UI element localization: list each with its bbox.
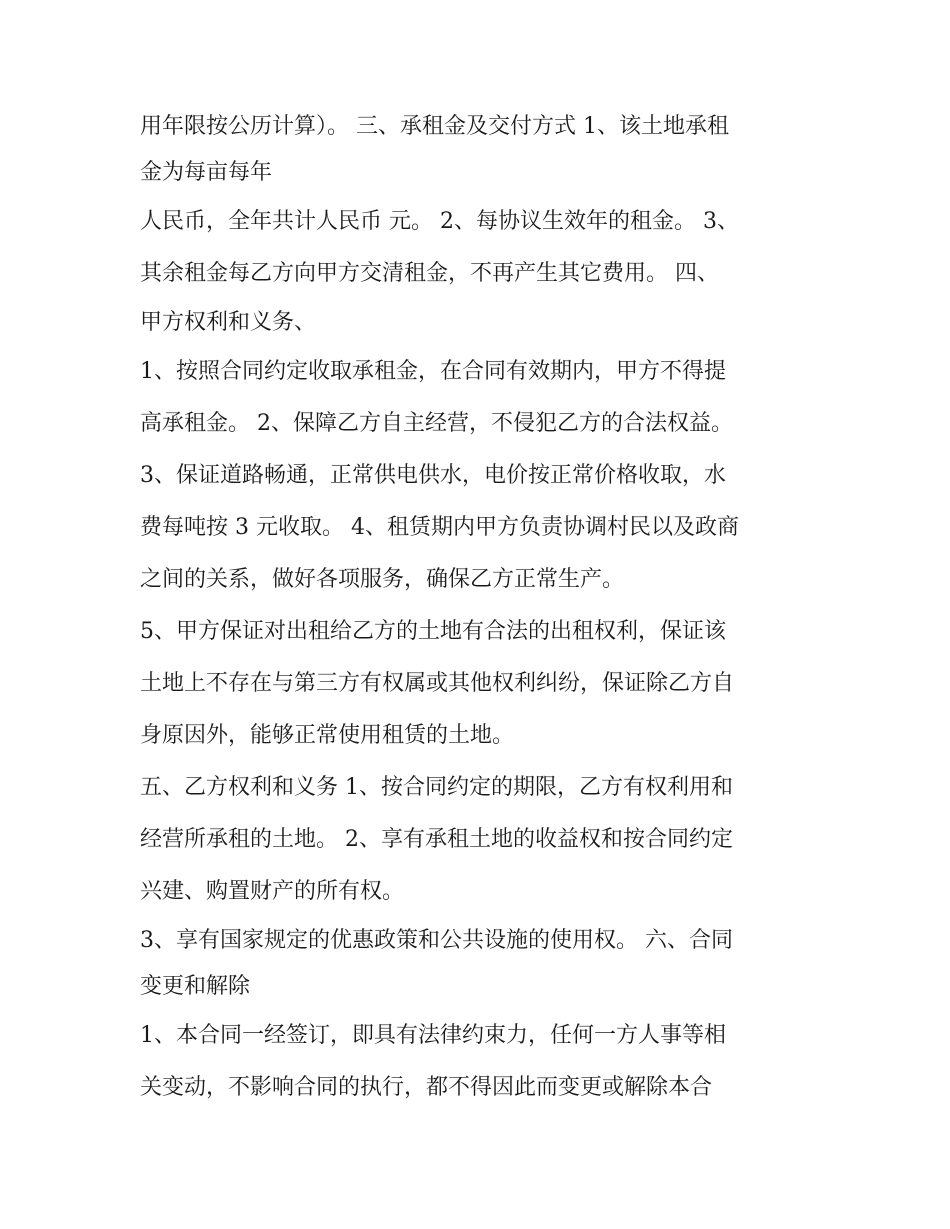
text-line: 经营所承租的土地。 2、享有承租土地的收益权和按合同约定 [140, 827, 733, 852]
text-line: 甲方权利和义务、 [140, 310, 317, 335]
document-body [140, 104, 820, 1114]
text-line: 用年限按公历计算）。 三、承租金及交付方式 1、该土地承租 [140, 114, 729, 139]
text-line: 1、按照合同约定收取承租金，在合同有效期内，甲方不得提 [140, 359, 726, 384]
text-line: 身原因外，能够正常使用租赁的土地。 [140, 723, 515, 748]
text-line: 1、本合同一经签订，即具有法律约束力，任何一方人事等相 [140, 1023, 726, 1048]
text-line: 3、保证道路畅通，正常供电供水，电价按正常价格收取，水 [140, 463, 726, 488]
text-line: 关变动，不影响合同的执行，都不得因此而变更或解除本合 [140, 1075, 713, 1100]
text-line: 人民币，全年共计人民币 元。 2、每协议生效年的租金。 3、 [140, 209, 739, 234]
text-line: 费每吨按 3 元收取。 4、租赁期内甲方负责协调村民以及政商 [140, 515, 739, 540]
text-line: 3、享有国家规定的优惠政策和公共设施的使用权。 六、合同 [140, 928, 733, 953]
text-line: 金为每亩每年 [140, 160, 273, 185]
text-line: 其余租金每乙方向甲方交清租金，不再产生其它费用。 四、 [140, 261, 719, 286]
text-line: 5、甲方保证对出租给乙方的土地有合法的出租权利，保证该 [140, 619, 726, 644]
text-line: 变更和解除 [140, 974, 251, 999]
text-line: 高承租金。 2、保障乙方自主经营，不侵犯乙方的合法权益。 [140, 411, 733, 436]
text-line: 五、乙方权利和义务 1、按合同约定的期限，乙方有权利用和 [140, 775, 733, 800]
text-line: 土地上不存在与第三方有权属或其他权利纠纷，保证除乙方自 [140, 671, 735, 696]
text-line: 兴建、购置财产的所有权。 [140, 879, 405, 904]
text-line: 之间的关系，做好各项服务，确保乙方正常生产。 [140, 567, 625, 592]
